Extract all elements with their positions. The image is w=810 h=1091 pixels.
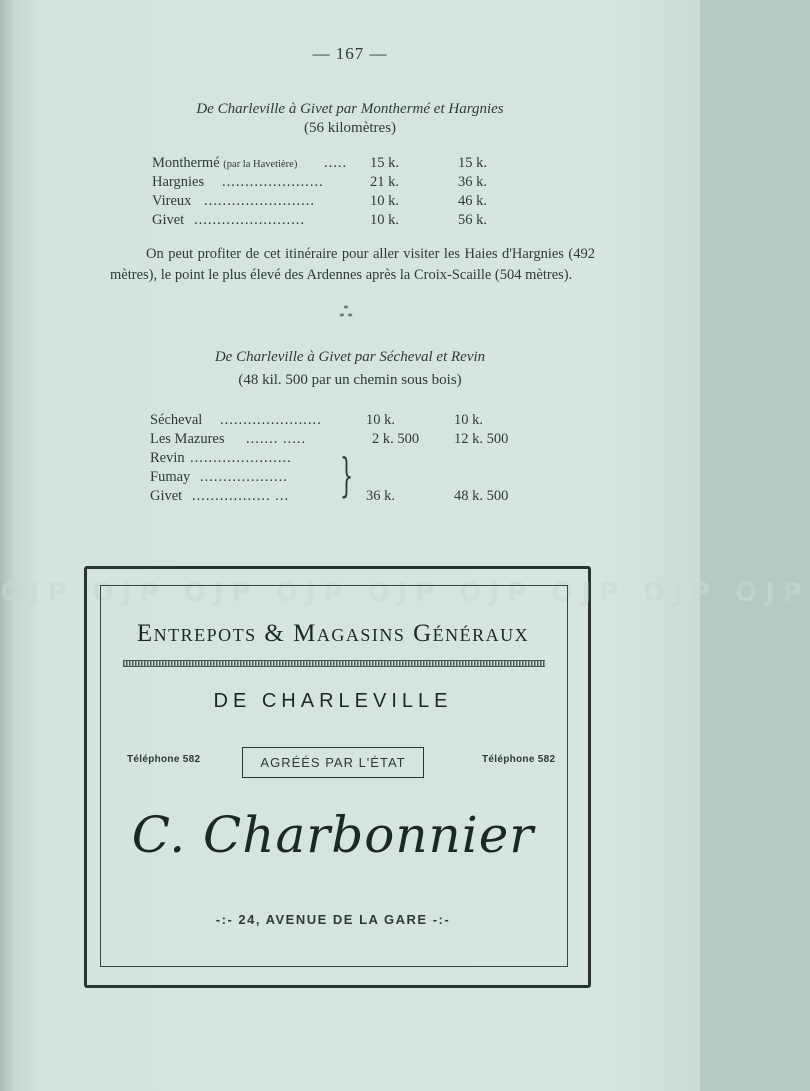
stage-cumulative: 56 k.	[458, 212, 487, 228]
route1-paragraph: On peut profiter de cet itinéraire pour aller visiter les Haies d'Hargnies (492 mètres), le point le plus élevé des Ardennes après la Croix-Scaille (504 mètres).	[110, 246, 595, 283]
brace-glyph: }	[340, 448, 354, 502]
proprietor-name: C. Charbonnier	[131, 806, 535, 864]
stage-cumulative: 48 k. 500	[454, 488, 509, 504]
stage-name: Givet	[152, 212, 185, 228]
stage-name: Givet	[150, 488, 183, 504]
stage-name: Monthermé (par la Havetière)	[152, 155, 298, 171]
stage-cumulative: 10 k.	[454, 412, 483, 428]
stage-distance: 10 k.	[366, 412, 395, 428]
route2-stage: Sécheval ...................... 10 k. 10 k.	[150, 412, 483, 428]
section-separator	[334, 305, 358, 321]
stage-name: Hargnies	[152, 174, 205, 190]
stage-name: Les Mazures	[150, 431, 225, 447]
route2-stage: Les Mazures ....... ..... 2 k. 500 12 k. 500	[150, 431, 509, 447]
route2-subtitle: (48 kil. 500 par un chemin sous bois)	[238, 372, 462, 388]
stage-cumulative: 12 k. 500	[454, 431, 509, 447]
stage-distance: 15 k.	[370, 155, 399, 171]
route2-stage: Revin ......................	[150, 450, 292, 466]
stage-distance: 2 k. 500	[372, 431, 420, 447]
stage-distance: 21 k.	[370, 174, 399, 190]
route1-stage: Givet ........................ 10 k. 56 k.	[152, 212, 487, 228]
route2-title: De Charleville à Givet par Sécheval et Revin	[214, 349, 486, 365]
stage-cumulative: 36 k.	[458, 174, 487, 190]
page-number: — 167 —	[312, 44, 388, 63]
stage-name: Sécheval	[150, 412, 203, 428]
route1-stage: Vireux ........................ 10 k. 46 k.	[152, 193, 487, 209]
approval-box: AGRÉÉS PAR L'ÉTAT	[242, 747, 424, 778]
advertisement-title: Entrepots & Magasins Généraux	[136, 620, 530, 647]
asterism-glyphs: * * *	[339, 303, 353, 323]
stage-distance: 10 k.	[370, 212, 399, 228]
ornamental-rule	[123, 660, 545, 667]
route1-stage: Monthermé (par la Havetière) ..... 15 k. 15 k.	[152, 155, 487, 171]
stage-cumulative: 46 k.	[458, 193, 487, 209]
route1-stage: Hargnies ...................... 21 k. 36 k.	[152, 174, 487, 190]
route1-subtitle: (56 kilomètres)	[303, 120, 397, 136]
stage-distance: 36 k.	[366, 488, 395, 504]
advertisement-address: -:- 24, AVENUE DE LA GARE -:-	[215, 912, 451, 927]
route2-stage: Fumay ...................	[150, 469, 288, 485]
stage-cumulative: 15 k.	[458, 155, 487, 171]
advertisement-city: DE CHARLEVILLE	[213, 690, 453, 712]
phone-right: Téléphone 582	[482, 754, 556, 765]
route1-title: De Charleville à Givet par Monthermé et Hargnies	[196, 101, 504, 117]
watermark: OJP OJP OJP OJP OJP OJP OJP OJP OJP	[0, 578, 810, 608]
stage-name: Fumay	[150, 469, 191, 485]
stage-distance: 10 k.	[370, 193, 399, 209]
route2-stage: Givet ................. ... 36 k. 48 k. 500	[150, 488, 509, 504]
stage-name: Revin	[150, 450, 185, 466]
stage-name: Vireux	[152, 193, 192, 209]
phone-left: Téléphone 582	[127, 754, 201, 765]
